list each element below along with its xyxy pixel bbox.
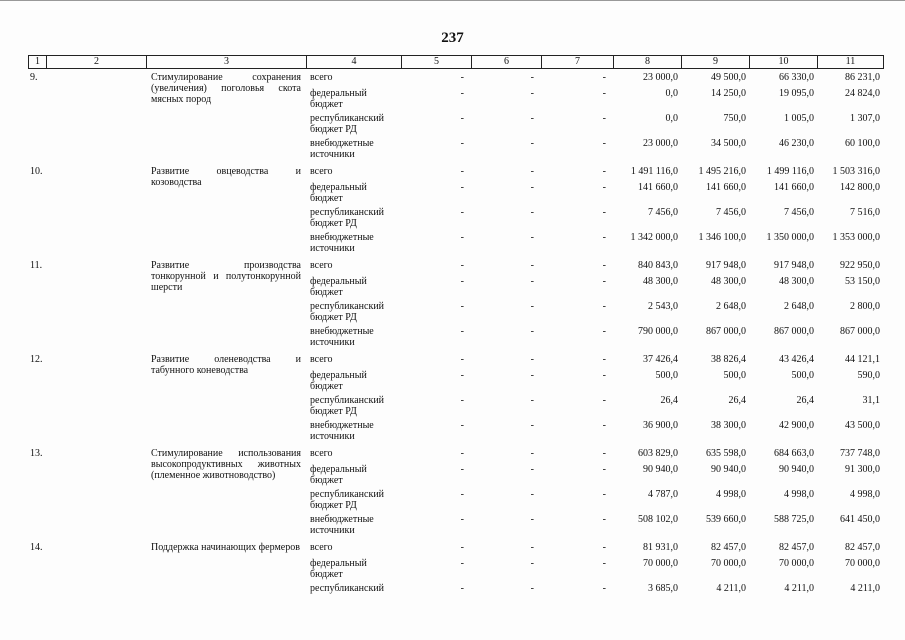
- value-col9: 14 250,0: [711, 88, 746, 99]
- value-col8: 2 543,0: [648, 301, 678, 312]
- table-row: [307, 489, 884, 514]
- table-group: [28, 163, 884, 257]
- funding-source: внебюджетные источники: [310, 420, 374, 442]
- cell-col5: -: [460, 558, 464, 569]
- cell-col5: -: [460, 326, 464, 337]
- cell-col7: -: [602, 260, 606, 271]
- value-col10: 70 000,0: [779, 558, 814, 569]
- column-header: 9: [682, 56, 750, 68]
- cell-col6: -: [530, 138, 534, 149]
- cell-col6: -: [530, 420, 534, 431]
- value-col8: 23 000,0: [643, 138, 678, 149]
- value-col10: 7 456,0: [784, 207, 814, 218]
- value-col10: 42 900,0: [779, 420, 814, 431]
- table-group: [28, 257, 884, 351]
- value-col9: 141 660,0: [706, 182, 746, 193]
- value-col8: 36 900,0: [643, 420, 678, 431]
- funding-source: федеральный бюджет: [310, 182, 367, 204]
- cell-col7: -: [602, 542, 606, 553]
- item-number: 10.: [30, 166, 43, 177]
- cell-col5: -: [460, 113, 464, 124]
- value-col9: 4 211,0: [716, 583, 746, 594]
- value-col8: 70 000,0: [643, 558, 678, 569]
- cell-col7: -: [602, 395, 606, 406]
- item-name: Поддержка начинающих фермеров: [151, 542, 300, 553]
- table-row: [307, 72, 884, 88]
- table-group: [28, 539, 884, 608]
- value-col9: 539 660,0: [706, 514, 746, 525]
- cell-col5: -: [460, 514, 464, 525]
- table-row: [307, 260, 884, 276]
- value-col11: 1 353 000,0: [832, 232, 880, 243]
- cell-col5: -: [460, 583, 464, 594]
- table-group: [28, 69, 884, 163]
- cell-col7: -: [602, 182, 606, 193]
- table-row: [307, 301, 884, 326]
- funding-source: республиканский бюджет РД: [310, 489, 385, 511]
- value-col11: 91 300,0: [845, 464, 880, 475]
- cell-col5: -: [460, 354, 464, 365]
- cell-col5: -: [460, 260, 464, 271]
- column-header: 7: [542, 56, 614, 68]
- value-col10: 588 725,0: [774, 514, 814, 525]
- budget-table: [28, 55, 884, 608]
- value-col8: 4 787,0: [648, 489, 678, 500]
- value-col9: 917 948,0: [706, 260, 746, 271]
- value-col9: 82 457,0: [711, 542, 746, 553]
- table-row: [307, 420, 884, 445]
- cell-col7: -: [602, 301, 606, 312]
- funding-source: внебюджетные источники: [310, 326, 374, 348]
- cell-col5: -: [460, 88, 464, 99]
- cell-col5: -: [460, 276, 464, 287]
- table-body: [28, 69, 884, 608]
- table-row: [307, 232, 884, 257]
- cell-col6: -: [530, 464, 534, 475]
- value-col9: 750,0: [723, 113, 746, 124]
- value-col8: 23 000,0: [643, 72, 678, 83]
- funding-source: всего: [310, 72, 333, 83]
- value-col8: 0,0: [665, 113, 678, 124]
- value-col8: 0,0: [665, 88, 678, 99]
- value-col8: 840 843,0: [638, 260, 678, 271]
- value-col10: 917 948,0: [774, 260, 814, 271]
- table-row: [307, 583, 884, 608]
- value-col10: 4 211,0: [784, 583, 814, 594]
- value-col8: 1 342 000,0: [630, 232, 678, 243]
- cell-col6: -: [530, 72, 534, 83]
- value-col10: 141 660,0: [774, 182, 814, 193]
- table-row: [307, 448, 884, 464]
- column-header: 11: [818, 56, 884, 68]
- cell-col7: -: [602, 448, 606, 459]
- value-col8: 37 426,4: [643, 354, 678, 365]
- value-col9: 34 500,0: [711, 138, 746, 149]
- funding-source: федеральный бюджет: [310, 370, 367, 392]
- table-row: [307, 207, 884, 232]
- cell-col6: -: [530, 558, 534, 569]
- cell-col6: -: [530, 182, 534, 193]
- item-number: 11.: [30, 260, 43, 271]
- cell-col7: -: [602, 420, 606, 431]
- value-col10: 66 330,0: [779, 72, 814, 83]
- cell-col7: -: [602, 558, 606, 569]
- table-group: [28, 351, 884, 445]
- funding-source: всего: [310, 542, 333, 553]
- cell-col6: -: [530, 276, 534, 287]
- funding-source: всего: [310, 260, 333, 271]
- value-col10: 82 457,0: [779, 542, 814, 553]
- value-col11: 60 100,0: [845, 138, 880, 149]
- cell-col6: -: [530, 542, 534, 553]
- funding-source: республиканский бюджет РД: [310, 207, 385, 229]
- cell-col5: -: [460, 464, 464, 475]
- value-col11: 1 307,0: [850, 113, 880, 124]
- value-col9: 38 826,4: [711, 354, 746, 365]
- value-col11: 922 950,0: [840, 260, 880, 271]
- funding-source: республиканский: [310, 583, 385, 594]
- cell-col5: -: [460, 542, 464, 553]
- table-row: [307, 182, 884, 207]
- cell-col7: -: [602, 354, 606, 365]
- item-number: 12.: [30, 354, 43, 365]
- cell-col7: -: [602, 232, 606, 243]
- cell-col6: -: [530, 489, 534, 500]
- item-number: 14.: [30, 542, 43, 553]
- cell-col5: -: [460, 301, 464, 312]
- scan-top-line: [0, 0, 905, 1]
- table-row: [307, 326, 884, 351]
- value-col9: 867 000,0: [706, 326, 746, 337]
- value-col10: 1 499 116,0: [766, 166, 814, 177]
- funding-source: республиканский бюджет РД: [310, 113, 385, 135]
- value-col10: 19 095,0: [779, 88, 814, 99]
- value-col11: 737 748,0: [840, 448, 880, 459]
- table-row: [307, 138, 884, 163]
- funding-source: республиканский бюджет РД: [310, 395, 385, 417]
- value-col8: 141 660,0: [638, 182, 678, 193]
- cell-col6: -: [530, 583, 534, 594]
- column-header: 10: [750, 56, 818, 68]
- item-number: 13.: [30, 448, 43, 459]
- value-col8: 790 000,0: [638, 326, 678, 337]
- value-col8: 500,0: [655, 370, 678, 381]
- value-col8: 508 102,0: [638, 514, 678, 525]
- page-number: 237: [441, 30, 464, 46]
- item-name: Стимулирование использования высокопродуктивных животных (племенное животноводство): [151, 448, 301, 481]
- value-col9: 1 495 216,0: [698, 166, 746, 177]
- table-group: [28, 445, 884, 539]
- value-col10: 43 426,4: [779, 354, 814, 365]
- cell-col7: -: [602, 489, 606, 500]
- table-row: [307, 354, 884, 370]
- value-col11: 2 800,0: [850, 301, 880, 312]
- value-col9: 7 456,0: [716, 207, 746, 218]
- value-col9: 70 000,0: [711, 558, 746, 569]
- value-col11: 82 457,0: [845, 542, 880, 553]
- cell-col6: -: [530, 301, 534, 312]
- value-col11: 43 500,0: [845, 420, 880, 431]
- value-col11: 70 000,0: [845, 558, 880, 569]
- value-col11: 24 824,0: [845, 88, 880, 99]
- value-col8: 603 829,0: [638, 448, 678, 459]
- cell-col7: -: [602, 514, 606, 525]
- value-col9: 1 346 100,0: [698, 232, 746, 243]
- cell-col5: -: [460, 395, 464, 406]
- funding-source: федеральный бюджет: [310, 558, 367, 580]
- value-col10: 2 648,0: [784, 301, 814, 312]
- value-col10: 1 005,0: [784, 113, 814, 124]
- cell-col6: -: [530, 260, 534, 271]
- value-col10: 48 300,0: [779, 276, 814, 287]
- table-row: [307, 464, 884, 489]
- item-name: Развитие оленеводства и табунного коневодства: [151, 354, 301, 376]
- cell-col7: -: [602, 72, 606, 83]
- value-col11: 86 231,0: [845, 72, 880, 83]
- value-col9: 38 300,0: [711, 420, 746, 431]
- item-name: Развитие производства тонкорунной и полутонкорунной шерсти: [151, 260, 301, 293]
- column-header: 6: [472, 56, 542, 68]
- table-row: [307, 276, 884, 301]
- table-row: [307, 395, 884, 420]
- value-col11: 7 516,0: [850, 207, 880, 218]
- value-col8: 90 940,0: [643, 464, 678, 475]
- cell-col5: -: [460, 489, 464, 500]
- item-name: Развитие овцеводства и козоводства: [151, 166, 301, 188]
- value-col11: 53 150,0: [845, 276, 880, 287]
- table-row: [307, 88, 884, 113]
- cell-col5: -: [460, 207, 464, 218]
- cell-col6: -: [530, 370, 534, 381]
- cell-col7: -: [602, 166, 606, 177]
- value-col8: 81 931,0: [643, 542, 678, 553]
- funding-source: внебюджетные источники: [310, 514, 374, 536]
- funding-source: федеральный бюджет: [310, 464, 367, 486]
- column-header: 8: [614, 56, 682, 68]
- value-col9: 4 998,0: [716, 489, 746, 500]
- table-row: [307, 113, 884, 138]
- value-col8: 1 491 116,0: [630, 166, 678, 177]
- funding-source: федеральный бюджет: [310, 276, 367, 298]
- value-col9: 48 300,0: [711, 276, 746, 287]
- cell-col7: -: [602, 583, 606, 594]
- value-col10: 90 940,0: [779, 464, 814, 475]
- funding-source: всего: [310, 166, 333, 177]
- value-col11: 1 503 316,0: [832, 166, 880, 177]
- column-header: 5: [402, 56, 472, 68]
- value-col9: 90 940,0: [711, 464, 746, 475]
- value-col9: 49 500,0: [711, 72, 746, 83]
- cell-col5: -: [460, 448, 464, 459]
- value-col11: 4 998,0: [850, 489, 880, 500]
- value-col9: 26,4: [728, 395, 746, 406]
- value-col10: 4 998,0: [784, 489, 814, 500]
- value-col8: 48 300,0: [643, 276, 678, 287]
- cell-col6: -: [530, 326, 534, 337]
- table-row: [307, 514, 884, 539]
- cell-col7: -: [602, 326, 606, 337]
- value-col11: 641 450,0: [840, 514, 880, 525]
- cell-col6: -: [530, 395, 534, 406]
- cell-col5: -: [460, 182, 464, 193]
- column-header: 4: [307, 56, 402, 68]
- value-col10: 1 350 000,0: [766, 232, 814, 243]
- cell-col7: -: [602, 464, 606, 475]
- funding-source: всего: [310, 448, 333, 459]
- cell-col5: -: [460, 370, 464, 381]
- cell-col6: -: [530, 354, 534, 365]
- column-header: 3: [147, 56, 307, 68]
- item-number: 9.: [30, 72, 38, 83]
- funding-source: республиканский бюджет РД: [310, 301, 385, 323]
- value-col8: 26,4: [660, 395, 678, 406]
- value-col9: 500,0: [723, 370, 746, 381]
- column-number-header: [28, 55, 884, 69]
- cell-col7: -: [602, 276, 606, 287]
- item-name: Стимулирование сохранения (увеличения) поголовья скота мясных пород: [151, 72, 301, 105]
- value-col11: 867 000,0: [840, 326, 880, 337]
- value-col10: 684 663,0: [774, 448, 814, 459]
- cell-col6: -: [530, 232, 534, 243]
- cell-col7: -: [602, 370, 606, 381]
- funding-source: внебюджетные источники: [310, 138, 374, 160]
- cell-col6: -: [530, 207, 534, 218]
- value-col8: 3 685,0: [648, 583, 678, 594]
- cell-col7: -: [602, 88, 606, 99]
- cell-col6: -: [530, 113, 534, 124]
- cell-col5: -: [460, 420, 464, 431]
- value-col11: 44 121,1: [845, 354, 880, 365]
- value-col8: 7 456,0: [648, 207, 678, 218]
- value-col10: 26,4: [796, 395, 814, 406]
- funding-source: внебюджетные источники: [310, 232, 374, 254]
- table-row: [307, 166, 884, 182]
- table-row: [307, 370, 884, 395]
- value-col11: 590,0: [857, 370, 880, 381]
- cell-col5: -: [460, 232, 464, 243]
- value-col9: 2 648,0: [716, 301, 746, 312]
- cell-col7: -: [602, 207, 606, 218]
- cell-col6: -: [530, 448, 534, 459]
- column-header: 1: [28, 56, 47, 68]
- cell-col7: -: [602, 113, 606, 124]
- column-header: 2: [47, 56, 147, 68]
- funding-source: всего: [310, 354, 333, 365]
- table-row: [307, 558, 884, 583]
- funding-source: федеральный бюджет: [310, 88, 367, 110]
- value-col10: 500,0: [791, 370, 814, 381]
- cell-col5: -: [460, 72, 464, 83]
- cell-col5: -: [460, 166, 464, 177]
- cell-col5: -: [460, 138, 464, 149]
- table-row: [307, 542, 884, 558]
- cell-col7: -: [602, 138, 606, 149]
- value-col11: 4 211,0: [850, 583, 880, 594]
- value-col11: 31,1: [862, 395, 880, 406]
- cell-col6: -: [530, 88, 534, 99]
- value-col9: 635 598,0: [706, 448, 746, 459]
- value-col10: 46 230,0: [779, 138, 814, 149]
- cell-col6: -: [530, 514, 534, 525]
- value-col10: 867 000,0: [774, 326, 814, 337]
- value-col11: 142 800,0: [840, 182, 880, 193]
- cell-col6: -: [530, 166, 534, 177]
